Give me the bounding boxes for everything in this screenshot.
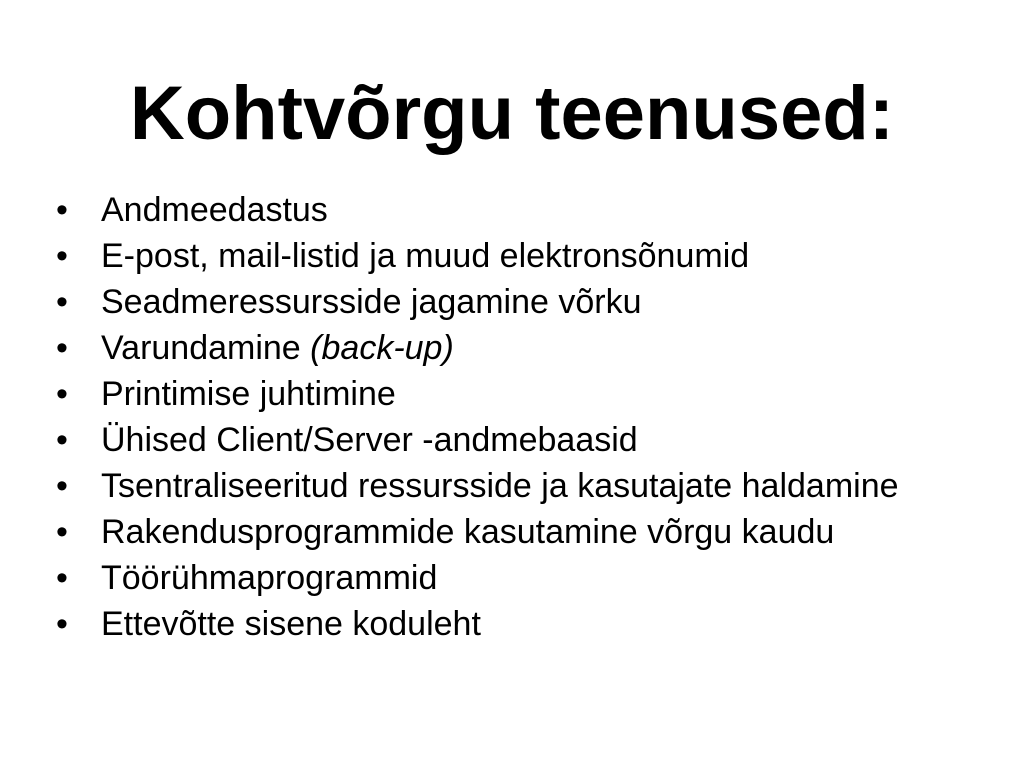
bullet-text: Tsentraliseeritud ressursside ja kasutajate haldamine	[101, 467, 899, 505]
bullet-list	[56, 192, 986, 652]
bullet-text: Rakendusprogrammide kasutamine võrgu kaudu	[101, 513, 835, 551]
bullet-icon: •	[56, 421, 68, 459]
slide-title: Kohtvõrgu teenused:	[129, 71, 895, 156]
bullet-icon: •	[56, 375, 68, 413]
bullet-icon: •	[56, 283, 68, 321]
bullet-text: Ettevõtte sisene koduleht	[101, 605, 481, 643]
bullet-text: Varundamine	[101, 329, 311, 367]
bullet-item	[56, 238, 986, 275]
bullet-text: Töörühmaprogrammid	[101, 559, 438, 597]
bullet-text: Andmeedastus	[101, 191, 328, 229]
bullet-icon: •	[56, 605, 68, 643]
bullet-icon: •	[56, 237, 68, 275]
bullet-item	[56, 284, 986, 321]
bullet-item	[56, 422, 986, 459]
bullet-item	[56, 560, 986, 597]
bullet-item	[56, 192, 986, 229]
bullet-text: E-post, mail-listid ja muud elektronsõnumid	[101, 237, 750, 275]
bullet-text: Printimise juhtimine	[101, 375, 396, 413]
bullet-item	[56, 330, 986, 367]
bullet-icon: •	[56, 329, 68, 367]
bullet-icon: •	[56, 467, 68, 505]
bullet-item	[56, 606, 986, 643]
bullet-icon: •	[56, 559, 68, 597]
bullet-icon: •	[56, 513, 68, 551]
bullet-text: Ühised Client/Server -andmebaasid	[101, 421, 638, 459]
bullet-emphasis: (back-up)	[310, 329, 454, 367]
bullet-item	[56, 514, 986, 551]
bullet-icon: •	[56, 191, 68, 229]
bullet-item	[56, 376, 986, 413]
bullet-item	[56, 468, 986, 505]
bullet-text: Seadmeressursside jagamine võrku	[101, 283, 642, 321]
